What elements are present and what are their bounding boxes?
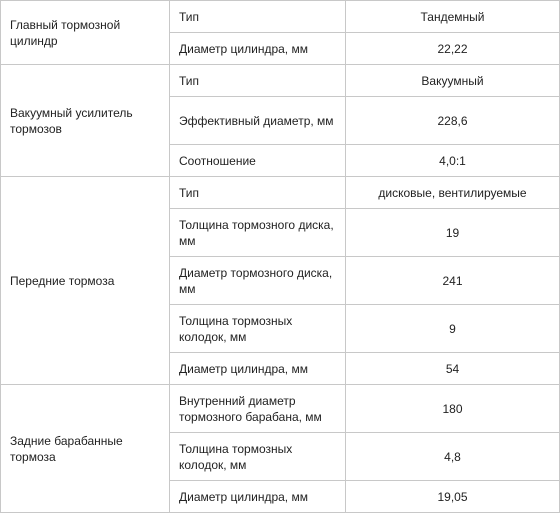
table-row — [1, 177, 560, 209]
param-value: 54 — [346, 353, 560, 385]
param-value: 180 — [346, 385, 560, 433]
param-value: 241 — [346, 257, 560, 305]
param-label: Тип — [170, 1, 346, 33]
param-label: Диаметр цилиндра, мм — [170, 33, 346, 65]
param-label: Толщина тормозных колодок, мм — [170, 305, 346, 353]
param-value: 9 — [346, 305, 560, 353]
table-row — [1, 1, 560, 33]
param-label: Эффективный диаметр, мм — [170, 97, 346, 145]
group-master-cylinder: Главный тормозной цилиндр — [1, 1, 170, 65]
param-value: 4,8 — [346, 433, 560, 481]
param-value: 19,05 — [346, 481, 560, 513]
param-label: Тип — [170, 177, 346, 209]
param-value: Тандемный — [346, 1, 560, 33]
param-value: 22,22 — [346, 33, 560, 65]
param-value: Вакуумный — [346, 65, 560, 97]
param-label: Внутренний диаметр тормозного барабана, мм — [170, 385, 346, 433]
param-label: Тип — [170, 65, 346, 97]
group-rear-drum-brakes: Задние барабанные тормоза — [1, 385, 170, 513]
param-value: 19 — [346, 209, 560, 257]
param-label: Толщина тормозных колодок, мм — [170, 433, 346, 481]
param-value: 4,0:1 — [346, 145, 560, 177]
param-label: Толщина тормозного диска, мм — [170, 209, 346, 257]
table-row — [1, 65, 560, 97]
param-value: дисковые, вентилируемые — [346, 177, 560, 209]
param-value: 228,6 — [346, 97, 560, 145]
group-front-brakes: Передние тормоза — [1, 177, 170, 385]
param-label: Диаметр тормозного диска, мм — [170, 257, 346, 305]
param-label: Диаметр цилиндра, мм — [170, 481, 346, 513]
table-row — [1, 385, 560, 433]
param-label: Диаметр цилиндра, мм — [170, 353, 346, 385]
group-vacuum-booster: Вакуумный усилитель тормозов — [1, 65, 170, 177]
param-label: Соотношение — [170, 145, 346, 177]
